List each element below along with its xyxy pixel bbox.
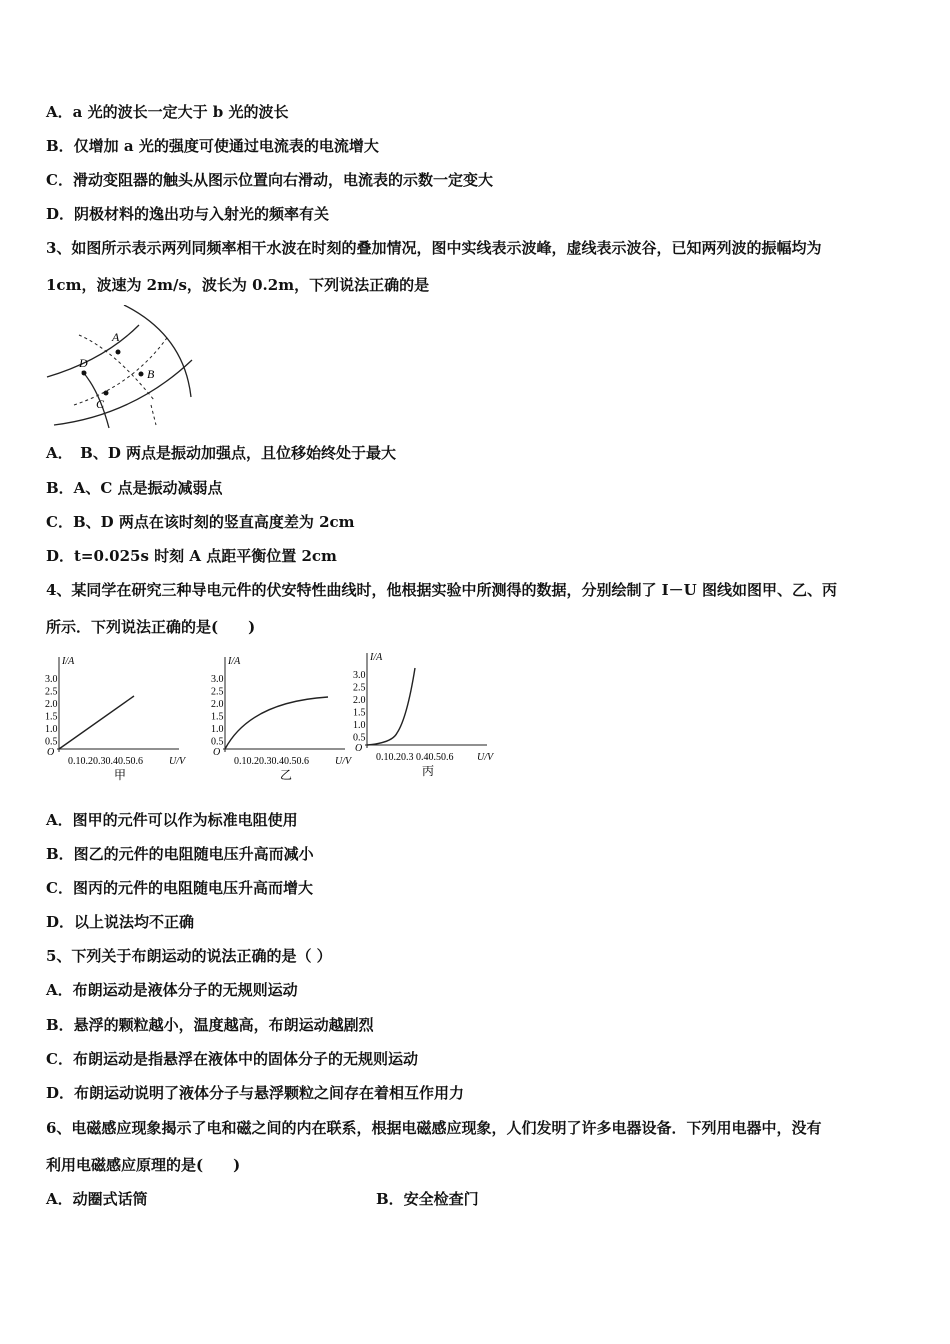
text-line: C．布朗运动是指悬浮在液体中的固体分子的无规则运动 (46, 1050, 418, 1068)
y-tick: 3.0 (353, 670, 366, 681)
text-line: B．A、C 点是振动减弱点 (46, 479, 223, 497)
iu-curve (225, 697, 328, 749)
graph-caption: 丙 (422, 764, 435, 778)
origin-label: O (47, 747, 55, 758)
iu-curve (367, 668, 415, 745)
label-d: D (79, 356, 88, 370)
iu-graph (352, 648, 502, 778)
text-line: B．悬浮的颗粒越小，温度越高，布朗运动越剧烈 (46, 1016, 374, 1034)
text-line: D．布朗运动说明了液体分子与悬浮颗粒之间存在着相互作用力 (46, 1084, 465, 1102)
y-tick: 0.5 (211, 736, 224, 748)
y-axis-label: I/A (228, 656, 241, 667)
y-axis-label: I/A (370, 652, 383, 663)
y-tick: 1.5 (211, 711, 224, 723)
x-ticks: 0.10.20.30.40.50.6 (68, 756, 143, 767)
text-line: C．B、D 两点在该时刻的竖直高度差为 2cm (46, 513, 355, 531)
text-line: B．图乙的元件的电阻随电压升高而减小 (46, 845, 314, 863)
y-tick: 3.0 (211, 674, 224, 685)
y-tick: 2.5 (45, 686, 58, 698)
graph-caption: 乙 (280, 768, 293, 782)
y-tick: 2.5 (211, 686, 224, 698)
y-tick: 2.0 (45, 699, 58, 710)
y-tick: 0.5 (353, 732, 366, 744)
y-axis-label: I/A (62, 656, 75, 667)
text-line: 利用电磁感应原理的是( ) (46, 1156, 241, 1174)
iu-graph (44, 652, 194, 782)
text-line: 3、如图所示表示两列同频率相干水波在时刻的叠加情况，图中实线表示波峰，虚线表示波谷，已知两列波的振幅均为 (46, 239, 822, 257)
y-tick: 2.0 (353, 695, 366, 706)
option-a: A．动圈式话筒 (46, 1190, 148, 1208)
x-axis-label: U/V (169, 756, 186, 767)
y-tick: 1.0 (211, 724, 224, 735)
y-tick: 1.0 (353, 720, 366, 731)
y-tick: 2.5 (353, 682, 366, 694)
option-b: B．安全检查门 (376, 1190, 479, 1208)
text-line: 5、下列关于布朗运动的说法正确的是（ ） (46, 947, 332, 965)
x-axis-label: U/V (335, 756, 352, 767)
x-axis-label: U/V (477, 752, 494, 763)
y-tick: 1.5 (45, 711, 58, 723)
text-line: D．t=0.025s 时刻 A 点距平衡位置 2cm (46, 547, 337, 565)
iu-graph (210, 652, 363, 782)
text-line: C．图丙的元件的电阻随电压升高而增大 (46, 879, 313, 897)
text-line: 所示．下列说法正确的是( ) (46, 618, 256, 636)
label-b: B (147, 367, 155, 381)
x-ticks: 0.10.20.3 0.40.50.6 (376, 752, 454, 763)
origin-label: O (355, 743, 363, 754)
x-ticks: 0.10.20.30.40.50.6 (234, 756, 309, 767)
y-tick: 1.0 (45, 724, 58, 735)
y-tick: 2.0 (211, 699, 224, 710)
text-line: B．仅增加 a 光的强度可使通过电流表的电流增大 (46, 137, 379, 155)
text-line: A． B、D 两点是振动加强点，且位移始终处于最大 (46, 444, 397, 462)
text-line: C．滑动变阻器的触头从图示位置向右滑动，电流表的示数一定变大 (46, 171, 493, 189)
y-tick: 1.5 (353, 707, 366, 719)
y-tick: 3.0 (45, 674, 58, 685)
text-line: 6、电磁感应现象揭示了电和磁之间的内在联系，根据电磁感应现象，人们发明了许多电器设备．下列用电器中，没有 (46, 1119, 822, 1137)
wave-interference-figure (44, 305, 194, 430)
graph-caption: 甲 (114, 768, 127, 782)
label-c: C (96, 397, 105, 411)
label-a: A (112, 330, 120, 344)
text-line: A．布朗运动是液体分子的无规则运动 (46, 981, 298, 999)
text-line: 1cm，波速为 2m/s，波长为 0.2m，下列说法正确的是 (46, 276, 430, 294)
text-line: D．以上说法均不正确 (46, 913, 195, 931)
text-line: 4、某同学在研究三种导电元件的伏安特性曲线时，他根据实验中所测得的数据，分别绘制了 I－U 图线如图甲、乙、丙 (46, 581, 837, 599)
y-tick: 0.5 (45, 736, 58, 748)
text-line: A．a 光的波长一定大于 b 光的波长 (46, 103, 289, 121)
text-line: D．阴极材料的逸出功与入射光的频率有关 (46, 205, 330, 223)
origin-label: O (213, 747, 221, 758)
iu-curve (59, 696, 134, 749)
text-line: A．图甲的元件可以作为标准电阻使用 (46, 811, 298, 829)
